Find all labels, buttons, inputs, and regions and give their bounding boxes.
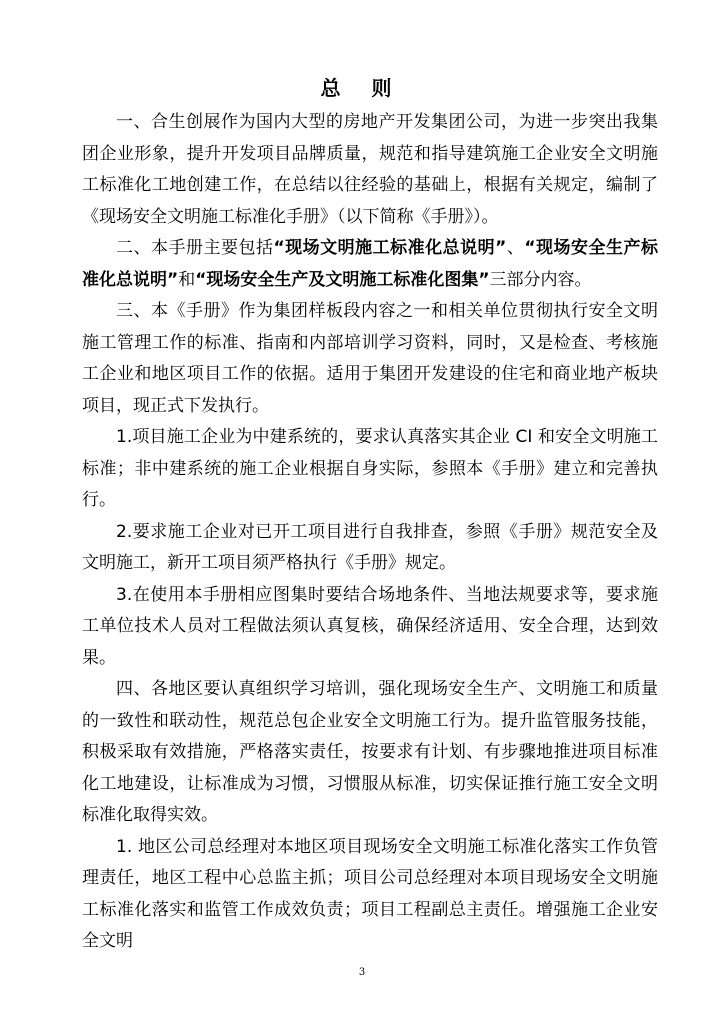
paragraph-4: 1.项目施工企业为中建系统的，要求认真落实其企业 CI 和安全文明施工标准；非中建系统的施工企业根据自身实际，参照本《手册》建立和完善执行。: [82, 427, 658, 510]
paragraph-3: 三、本《手册》作为集团样板段内容之一和相关单位贯彻执行安全文明施工管理工作的标准、指南和内部培训学习资料，同时，又是检查、考核施工企业和地区项目工作的依据。适用于集团开发建设的住宅和商业地产板块项目，现正式下发执行。: [82, 301, 658, 416]
paragraph-2-text-2: 、: [506, 238, 525, 258]
paragraph-2-text-1: 二、本手册主要包括: [116, 238, 274, 258]
page-number: 3: [358, 967, 366, 978]
document-body: [82, 107, 658, 958]
paragraph-2-bold-3: “现场安全生产及文明施工标准化图集”: [195, 269, 490, 290]
page-title: 总 则: [320, 76, 404, 100]
paragraph-2-text-3: 和: [178, 269, 196, 290]
paragraph-1: 一、合生创展作为国内大型的房地产开发集团公司，为进一步突出我集团企业形象，提升开发项目品牌质量，规范和指导建筑施工企业安全文明施工标准化工地创建工作，在总结以往经验的基础上，根据有关规定，编制了《现场安全文明施工标准化手册》（以下简称《手册》）。: [82, 112, 658, 227]
paragraph-8: 1. 地区公司总经理对本地区项目现场安全文明施工标准化落实工作负管理责任，地区工程中心总监主抓；项目公司总经理对本项目现场安全文明施工标准化落实和监管工作成效负责；项目工程副总主责任。增强施工企业安全文明: [82, 836, 658, 951]
paragraph-2-bold-2: “现场安全生产标准化总说明”: [82, 238, 658, 290]
paragraph-2: [82, 233, 658, 296]
paragraph-7: 四、各地区要认真组织学习培训，强化现场安全生产、文明施工和质量的一致性和联动性，规范总包企业安全文明施工行为。提升监管服务技能，积极采取有效措施，严格落实责任，按要求有计划、有步骤地推进项目标准化工地建设，让标准成为习惯，习惯服从标准，切实保证推行施工安全文明标准化取得实效。: [82, 679, 658, 825]
paragraph-5: 2.要求施工企业对已开工项目进行自我排查，参照《手册》规范安全及文明施工，新开工项目须严格执行《手册》规定。: [82, 521, 658, 573]
paragraph-2-bold-1: “现场文明施工标准化总说明”: [273, 238, 507, 258]
paragraph-2-text-4: 三部分内容。: [489, 269, 592, 290]
paragraph-6: 3.在使用本手册相应图集时要结合场地条件、当地法规要求等，要求施工单位技术人员对工程做法须认真复核，确保经济适用、安全合理，达到效果。: [82, 584, 658, 668]
